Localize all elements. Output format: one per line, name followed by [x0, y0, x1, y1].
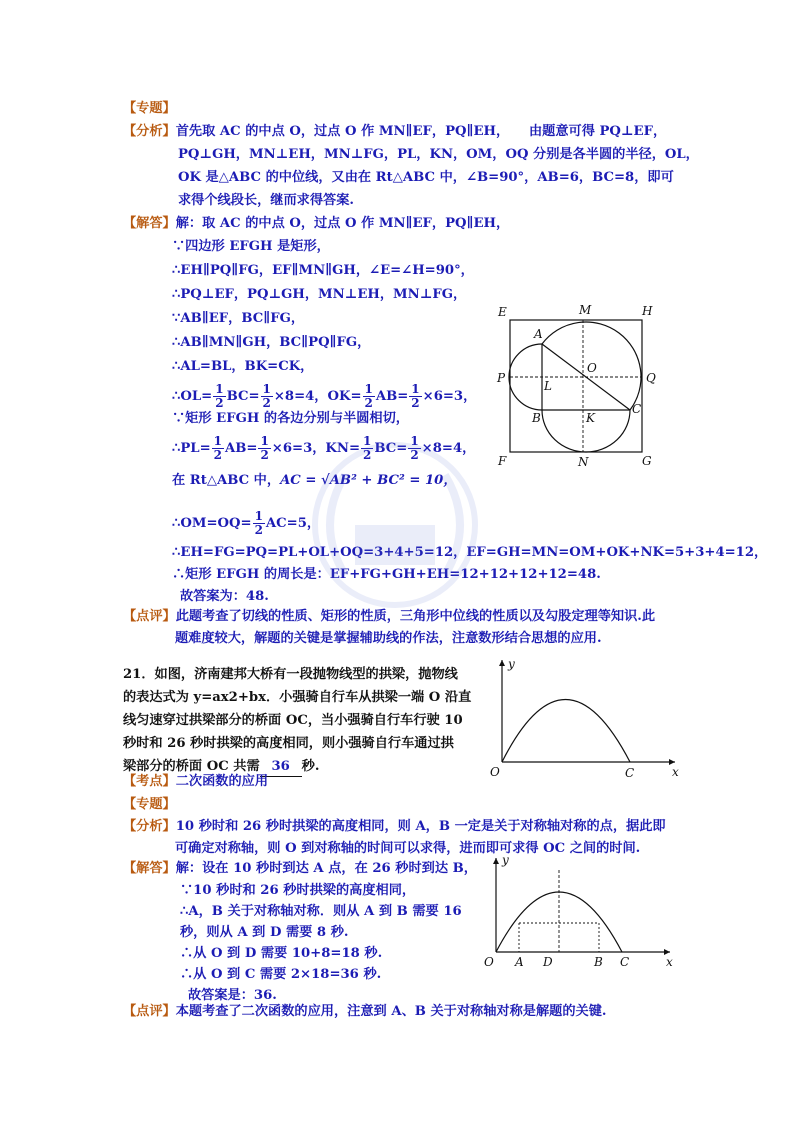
comment-line-2: 题难度较大，解题的关键是掌握辅助线的作法，注意数形结合思想的应用. [175, 631, 602, 646]
label-G: G [642, 454, 652, 468]
tag-fenxi: 【分析】 [123, 124, 176, 139]
parabola-arch-figure [480, 652, 680, 782]
q21-line-1: 21．如图，济南建邦大桥有一段抛物线型的拱梁，抛物线 [123, 667, 458, 682]
label-C: C [620, 955, 630, 969]
answer-blank: 36 [260, 758, 302, 777]
label-C: C [625, 766, 635, 780]
analysis-line-4: 求得个线段长，继而求得答案. [178, 193, 355, 208]
label-D: D [543, 955, 553, 969]
solution-line-11: 在 Rt△ABC 中，AC = √AB² + BC² = 10， [172, 473, 457, 488]
solution-line-12: ∴OM=OQ= $\frac{1}{2}$ AC=5， [172, 509, 321, 537]
fraction-half: $\frac{1}{2}$ [213, 434, 222, 462]
tag-dianping: 【点评】 [123, 609, 176, 624]
q21-solution-line-6: ∴从 O 到 C 需要 2×18=36 秒. [180, 967, 382, 982]
solution-line-9: ∵矩形 EFGH 的各边分别与半圆相切， [172, 411, 409, 426]
tag-kaodian: 【考点】 [123, 774, 176, 789]
comment-text-1: 此题考查了切线的性质、矩形的性质，三角形中位线的性质以及勾股定理等知识.此 [175, 609, 656, 624]
analysis-line-2: PQ⊥GH，MN⊥EH，MN⊥FG，PL，KN，OM，OQ 分别是各半圆的半径，OL， [178, 147, 699, 162]
q21-line-3: 线匀速穿过拱梁部分的桥面 OC，当小强骑自行车行驶 10 [123, 713, 463, 728]
solution-line-8: ∴OL= $\frac{1}{2}$ BC= $\frac{1}{2}$ ×8=4，OK= $\frac{1}{2}$ AB= $\frac{1}{2}$ ×6=3， [172, 382, 477, 410]
analysis-line-3: OK 是△ABC 的中位线，又由在 Rt△ABC 中，∠B=90°，AB=6，BC=8，即可 [178, 170, 674, 185]
q21-solution-line-4: 秒，则从 A 到 D 需要 8 秒. [180, 925, 349, 940]
label-N: N [578, 455, 589, 469]
solution-line-10: ∴PL= $\frac{1}{2}$ AB= $\frac{1}{2}$ ×6=3，KN= $\frac{1}{2}$ BC= $\frac{1}{2}$ ×8=4， [172, 434, 476, 462]
solution-line-5: ∵AB∥EF，BC∥FG， [172, 311, 305, 326]
tag-jieda: 【解答】 [123, 216, 176, 231]
label-Q: Q [646, 371, 656, 385]
solution-text-1: 解：取 AC 的中点 O，过点 O 作 MN∥EF，PQ∥EH， [175, 216, 510, 231]
label-F: F [498, 454, 507, 468]
q21-analysis-line-2: 可确定对称轴，则 O 到对称轴的时间可以求得，进而即可求得 OC 之间的时间. [175, 841, 641, 856]
solution-line-2: ∵四边形 EFGH 是矩形， [172, 239, 330, 254]
q21-solution-line-3: ∴A，B 关于对称轴对称．则从 A 到 B 需要 16 [180, 904, 462, 919]
kaodian-line: 【考点】二次函数的应用 [123, 774, 269, 789]
axis-label-y: y [502, 853, 509, 867]
watermark-logo [285, 435, 505, 615]
label-E: E [498, 305, 507, 319]
q21-line-4: 秒时和 26 秒时拱梁的高度相同，则小强骑自行车通过拱 [123, 736, 454, 751]
q21-solution-line-7: 故答案是：36. [188, 988, 277, 1003]
q21-solution-line-5: ∴从 O 到 D 需要 10+8=18 秒. [180, 946, 383, 961]
label-A: A [515, 955, 524, 969]
label-P: P [497, 371, 506, 385]
fraction-half: $\frac{1}{2}$ [411, 382, 420, 410]
q21-analysis-line-1: 【分析】10 秒时和 26 秒时拱梁的高度相同，则 A，B 一定是关于对称轴对称的点，据此即 [123, 819, 666, 834]
fraction-half: $\frac{1}{2}$ [364, 382, 373, 410]
solution-line-13: ∴EH=FG=PQ=PL+OL+OQ=3+4+5=12，EF=GH=MN=OM+OK+NK=5+3+4=12， [172, 545, 768, 560]
q21-solution-line-2: ∵10 秒时和 26 秒时拱梁的高度相同， [180, 883, 416, 898]
analysis-text-1: 首先取 AC 的中点 O，过点 O 作 MN∥EF，PQ∥EH， 由题意可得 PQ⊥EF， [175, 124, 667, 139]
solution-line-7: ∴AL=BL，BK=CK， [172, 359, 314, 374]
fraction-half: $\frac{1}{2}$ [410, 434, 419, 462]
label-B: B [594, 955, 603, 969]
solution-line-4: ∴PQ⊥EF，PQ⊥GH，MN⊥EH，MN⊥FG， [172, 287, 467, 302]
fraction-half: $\frac{1}{2}$ [254, 509, 263, 537]
geometry-figure-rectangle [488, 300, 663, 470]
solution-line-1 [123, 215, 509, 233]
label-L: L [544, 379, 552, 393]
fraction-half: $\frac{1}{2}$ [215, 382, 224, 410]
solution-line-3: ∴EH∥PQ∥FG，EF∥MN∥GH，∠E=∠H=90°， [172, 263, 474, 278]
analysis-line-1 [123, 123, 666, 141]
q21-comment-line: 【点评】本题考查了二次函数的应用，注意到 A、B 关于对称轴对称是解题的关键. [123, 1004, 607, 1019]
q21-line-5: 梁部分的桥面 OC 共需 36 秒. [123, 758, 319, 777]
tag-zhuanti-21: 【专题】 [123, 797, 176, 812]
label-origin: O [490, 765, 500, 779]
fraction-half: $\frac{1}{2}$ [363, 434, 372, 462]
label-C: C [632, 402, 642, 416]
label-B: B [532, 411, 541, 425]
label-origin: O [484, 955, 494, 969]
label-K: K [586, 411, 595, 425]
fraction-half: $\frac{1}{2}$ [262, 382, 271, 410]
fraction-half: $\frac{1}{2}$ [260, 434, 269, 462]
label-O: O [587, 361, 597, 375]
parabola-symmetry-figure [480, 852, 680, 972]
q21-line-2: 的表达式为 y=ax2+bx．小强骑自行车从拱梁一端 O 沿直 [123, 690, 472, 705]
solution-line-15: 故答案为：48. [180, 589, 269, 604]
solution-line-6: ∴AB∥MN∥GH，BC∥PQ∥FG， [172, 335, 371, 350]
tag-zhuanti: 【专题】 [123, 101, 176, 116]
label-M: M [579, 303, 592, 317]
q21-solution-line-1: 【解答】解：设在 10 秒时到达 A 点，在 26 秒时到达 B， [123, 861, 477, 876]
solution-line-14: ∴矩形 EFGH 的周长是：EF+FG+GH+EH=12+12+12+12=48. [172, 567, 601, 582]
label-H: H [642, 304, 653, 318]
axis-label-x: x [666, 955, 673, 969]
axis-label-x: x [672, 765, 679, 779]
ac-formula: AC = √AB² + BC² = 10， [280, 473, 457, 488]
axis-label-y: y [508, 657, 515, 671]
label-A: A [534, 327, 543, 341]
